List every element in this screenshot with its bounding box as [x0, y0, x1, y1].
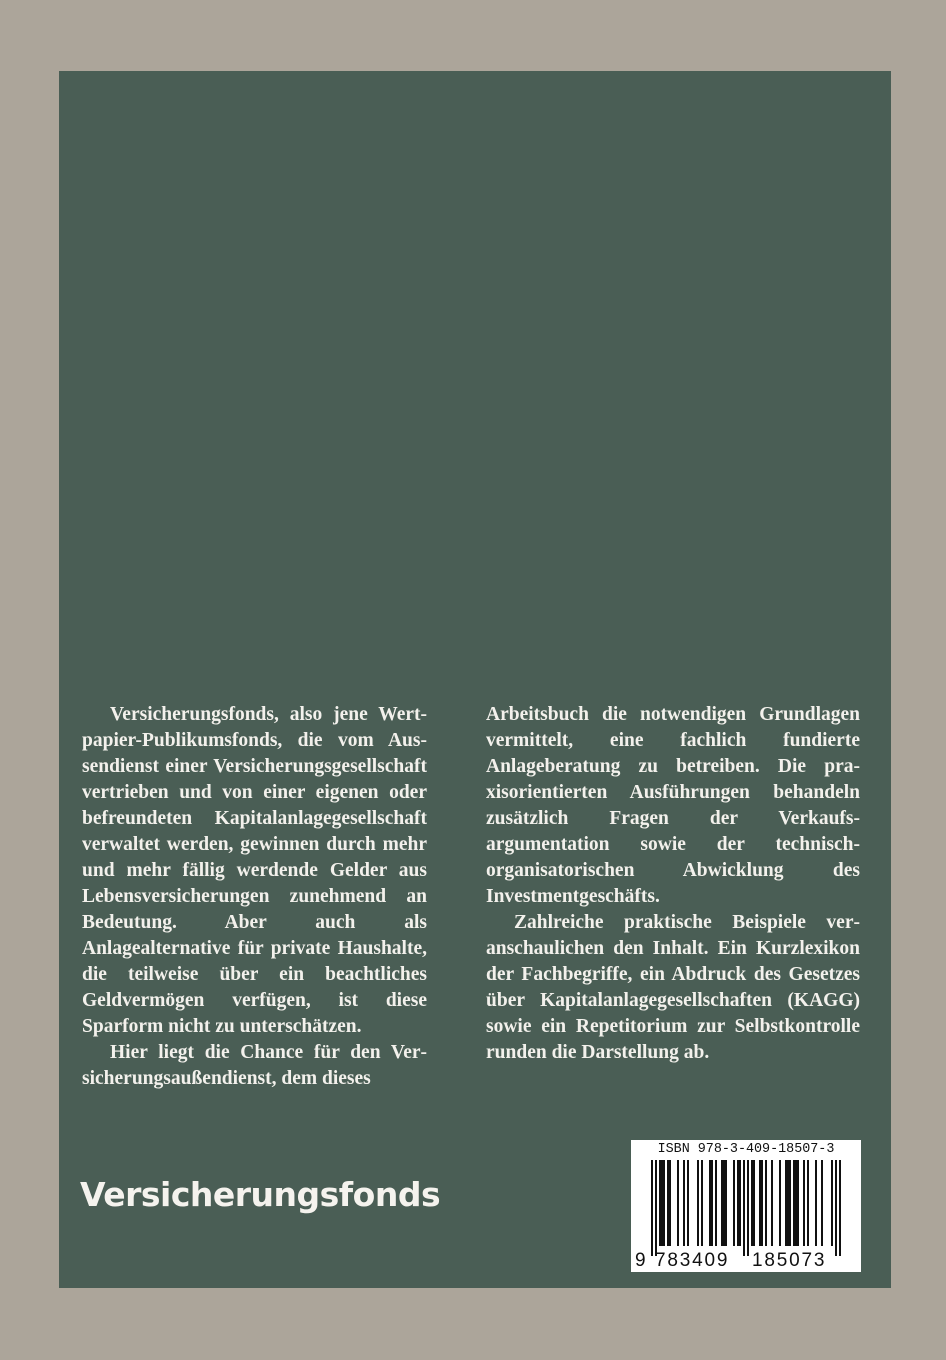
barcode-bar — [787, 1160, 789, 1246]
barcode-bar — [759, 1160, 761, 1246]
barcode-bar — [753, 1160, 755, 1246]
ean-left-group: 783409 — [655, 1250, 730, 1271]
barcode-guard-bar — [743, 1160, 745, 1256]
cover-panel — [59, 71, 891, 1288]
isbn-label: ISBN 978-3-409-18507-3 — [657, 1142, 835, 1157]
barcode-bar — [797, 1160, 799, 1246]
barcode-bar — [831, 1160, 833, 1246]
barcode-bar — [733, 1160, 735, 1246]
barcode-bar — [803, 1160, 805, 1246]
barcode-bar — [751, 1160, 753, 1246]
barcode-bars — [651, 1160, 841, 1260]
blurb-paragraph: Zahlreiche praktische Beispiele veranschaulichen den Inhalt. Ein Kurzlexikon der Fachbegriffe, ein Abdruck des Gesetzes über Kapitalanlagegesellschaften (KAGG) sowie ein Repetitorium zur Selbstkontrolle runden die Darstellung ab. — [486, 912, 860, 1063]
barcode-bar — [785, 1160, 787, 1246]
barcode-bar — [821, 1160, 823, 1246]
barcode-bar — [661, 1160, 663, 1246]
ean-first-digit: 9 — [635, 1250, 646, 1271]
barcode-bar — [765, 1160, 767, 1246]
barcode-bar — [687, 1160, 689, 1246]
barcode-bar — [677, 1160, 679, 1246]
barcode-bar — [659, 1160, 661, 1246]
barcode-bar — [709, 1160, 711, 1246]
barcode-guard-bar — [655, 1160, 657, 1256]
barcode-bar — [669, 1160, 671, 1246]
book-title: Versicherungsfonds — [80, 1175, 441, 1214]
barcode-bar — [723, 1160, 725, 1246]
barcode-bar — [795, 1160, 797, 1246]
barcode-bar — [815, 1160, 817, 1246]
barcode-bar — [761, 1160, 763, 1246]
barcode-bar — [793, 1160, 795, 1246]
barcode-bar — [697, 1160, 699, 1246]
barcode-bar — [737, 1160, 739, 1246]
barcode-bar — [663, 1160, 665, 1246]
barcode-bar — [725, 1160, 727, 1246]
blurb-right-column — [486, 702, 860, 1066]
blurb-paragraph: Hier liegt die Chance für den Versicherungsaußendienst, dem dieses — [82, 1042, 427, 1089]
barcode-bar — [739, 1160, 741, 1246]
barcode-bar — [711, 1160, 713, 1246]
blurb-paragraph: Arbeitsbuch die notwendigen Grundlagen vermittelt, eine fachlich fundierte Anlageberatung zu betreiben. Die praxisorientierten Ausführungen behandeln zusätzlich Fragen der Verkaufsargumentation sowie der technisch-organisatorischen Abwicklung des Investmentgeschäfts. — [486, 704, 860, 907]
barcode-bar — [779, 1160, 781, 1246]
barcode-bar — [715, 1160, 717, 1246]
barcode-bar — [807, 1160, 809, 1246]
barcode-guard-bar — [835, 1160, 837, 1256]
blurb-paragraph: Versicherungsfonds, also jene Wertpapier-Publikumsfonds, die vom Aussendienst einer Versicherungsgesellschaft vertrieben und von einer eigenen oder befreundeten Kapitalanlagegesellschaft verwaltet werden, gewinnen durch mehr und mehr fällig werdende Gelder aus Lebensversicherungen zunehmend an Bedeutung. Aber auch als Anlagealternative für private Haushalte, die teilweise über ein beachtliches Geldvermögen verfügen, ist diese Sparform nicht zu unterschätzen. — [82, 704, 427, 1037]
isbn-barcode — [631, 1140, 861, 1272]
barcode-guard-bar — [839, 1160, 841, 1256]
blurb-left-column — [82, 702, 427, 1092]
barcode-bar — [701, 1160, 703, 1246]
barcode-bar — [683, 1160, 685, 1246]
ean-right-group: 185073 — [752, 1250, 827, 1271]
barcode-bar — [721, 1160, 723, 1246]
barcode-bar — [789, 1160, 791, 1246]
barcode-guard-bar — [651, 1160, 653, 1256]
barcode-guard-bar — [747, 1160, 749, 1256]
barcode-bar — [771, 1160, 773, 1246]
barcode-bar — [667, 1160, 669, 1246]
